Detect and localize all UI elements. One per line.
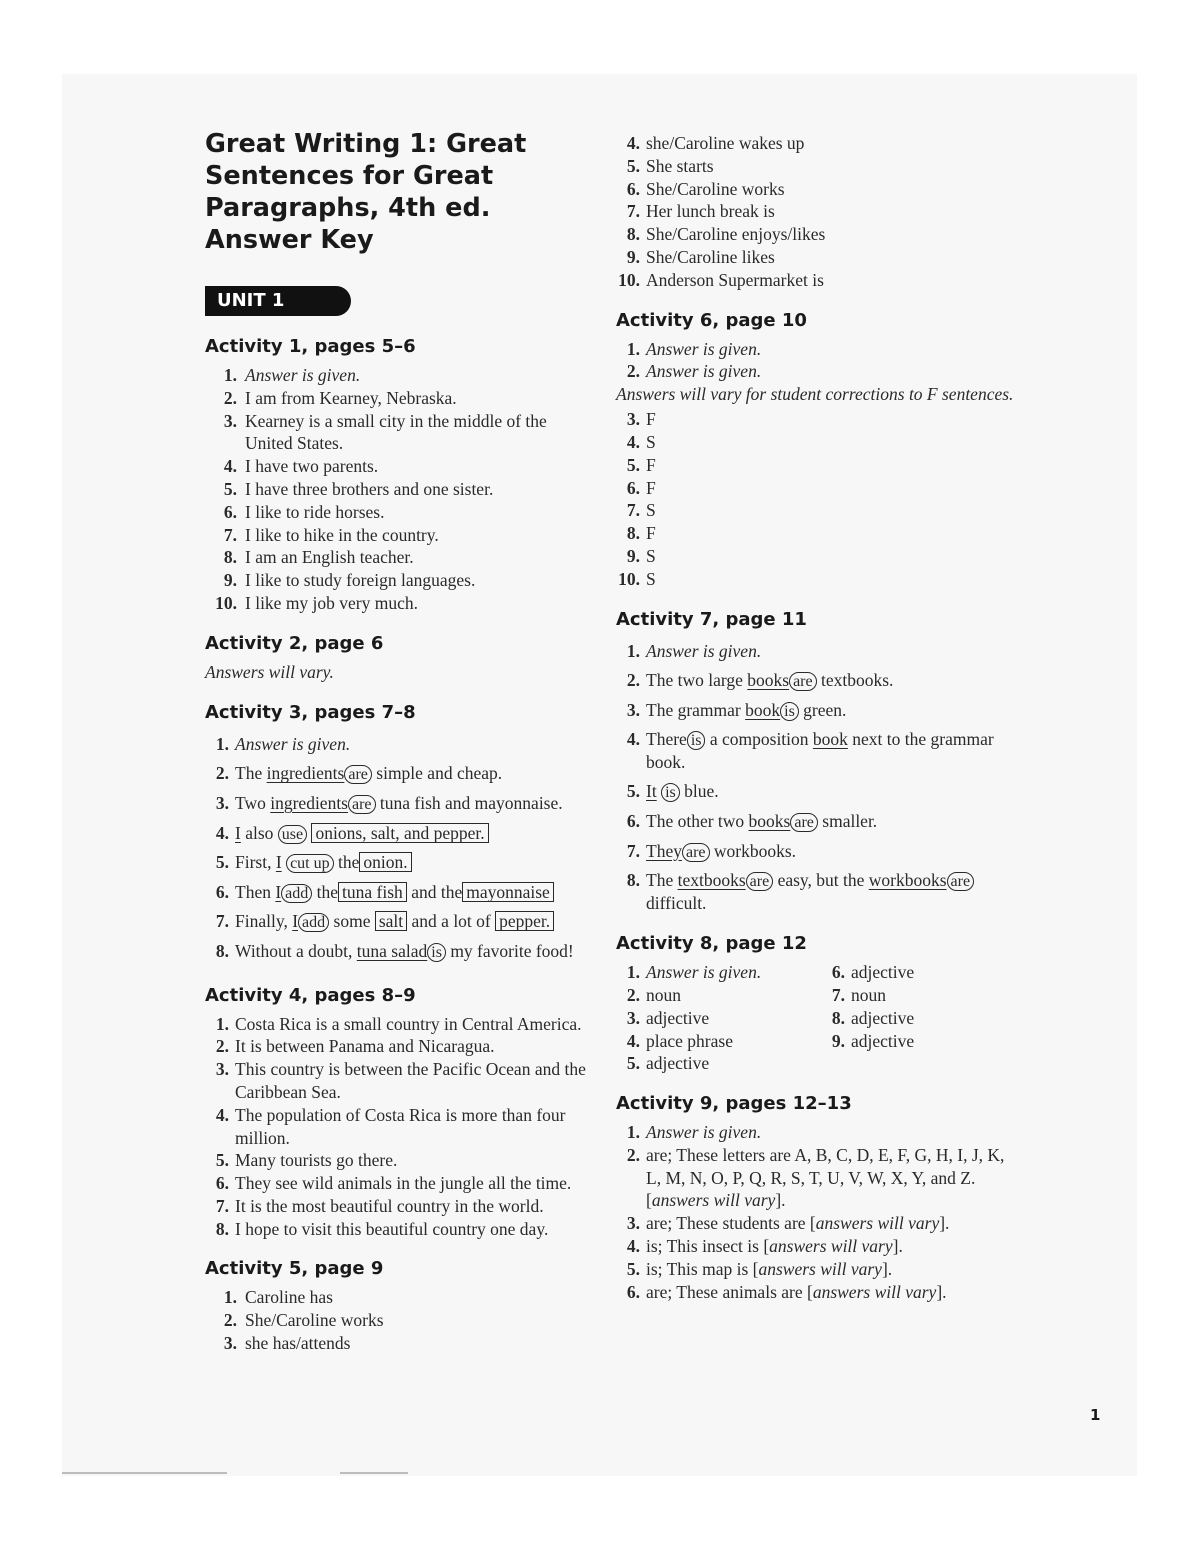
- list-item: 7. Finally, I add some salt and a lot of pepper.: [203, 907, 598, 937]
- list-item: 1. Answer is given.: [215, 733, 351, 754]
- list-item: 8. The textbooks are easy, but the workbooks are difficult.: [614, 869, 1014, 915]
- activity-5-list: [203, 1286, 598, 1354]
- list-item: 2. She/Caroline works: [223, 1310, 384, 1331]
- list-item: 8. She/Caroline enjoys/likes: [626, 224, 826, 245]
- verb-circle: is: [427, 943, 446, 962]
- activity-1: [203, 334, 598, 615]
- activity-9-list: [614, 1121, 1014, 1303]
- list-item: 9. She/Caroline likes: [626, 246, 775, 267]
- list-item: 4. I have two parents.: [223, 456, 379, 477]
- left-column: [203, 128, 598, 1371]
- verb-circle: are: [348, 795, 376, 814]
- unit-badge: UNIT 1: [205, 286, 351, 316]
- list-item: 8. F: [626, 523, 656, 544]
- list-item: 3. Two ingredients are tuna fish and mayonnaise.: [215, 792, 563, 813]
- list-item: 9. S: [626, 545, 656, 566]
- subject-underline: They: [646, 840, 682, 861]
- activity-3-list: [203, 730, 598, 967]
- list-item: 1. Answer is given.: [626, 640, 762, 661]
- list-item: 1. Answer is given.: [626, 338, 762, 359]
- list-item: 6. She/Caroline works: [626, 178, 785, 199]
- subject-underline: textbooks: [677, 870, 746, 891]
- subject-underline: book: [745, 699, 781, 720]
- list-item: 4. is; This insect is [answers will vary].: [626, 1236, 903, 1257]
- list-item: 3. she has/attends: [223, 1333, 351, 1354]
- verb-circle: are: [789, 672, 817, 691]
- activity-2: [203, 631, 598, 684]
- activity-8: [614, 931, 1014, 1075]
- list-item: 1. Caroline has: [223, 1287, 333, 1308]
- list-item: 5. I have three brothers and one sister.: [223, 478, 494, 499]
- list-item: 6. F: [626, 477, 656, 498]
- list-item: 5. Many tourists go there.: [215, 1150, 398, 1171]
- list-item: 1. Costa Rica is a small country in Central America.: [215, 1013, 582, 1034]
- list-item: 7. Her lunch break is: [626, 201, 775, 222]
- subject-underline: I: [275, 852, 282, 873]
- list-item: 7. I like to hike in the country.: [223, 524, 439, 545]
- right-column: [614, 132, 1014, 1319]
- list-item: 5. She starts: [626, 155, 714, 176]
- list-item: 6. I like to ride horses.: [223, 501, 385, 522]
- list-item: 7. It is the most beautiful country in the world.: [215, 1195, 544, 1216]
- list-item: 4. she/Caroline wakes up: [626, 133, 805, 153]
- list-item: 10. S: [618, 568, 656, 589]
- list-item: 4. place phrase: [626, 1030, 733, 1051]
- activity-4: [203, 983, 598, 1241]
- title-line-2: Sentences for Great: [205, 161, 494, 191]
- document-title: [205, 128, 598, 256]
- list-item: 4. I also use onions, salt, and pepper.: [203, 819, 598, 849]
- list-item: 2. are; These letters are A, B, C, D, E, F, G, H, I, J, K, L, M, N, O, P, Q, R, S, T, U, V, W, X, Y, and Z. [answers will vary].: [626, 1144, 1005, 1211]
- verb-circle: cut up: [286, 854, 334, 873]
- list-item: 5. adjective: [626, 1053, 710, 1074]
- list-item: 10. Anderson Supermarket is: [618, 269, 824, 290]
- activity-6-given-list: [614, 338, 1014, 384]
- verb-circle: are: [790, 813, 818, 832]
- subject-underline: ingredients: [266, 763, 345, 784]
- subject-underline: ingredients: [270, 792, 348, 813]
- activity-9: [614, 1091, 1014, 1303]
- subject-underline: I: [275, 881, 282, 902]
- subject-underline: workbooks: [868, 870, 947, 891]
- activity-6: [614, 308, 1014, 591]
- list-item: 6. They see wild animals in the jungle all the time.: [215, 1173, 572, 1194]
- verb-circle: use: [278, 825, 307, 844]
- subject-underline: books: [747, 670, 790, 691]
- list-item: 1. Answer is given.: [626, 1122, 762, 1143]
- activity-2-note: Answers will vary.: [205, 661, 334, 682]
- object-box: mayonnaise: [462, 882, 554, 902]
- activity-8-list-left: [614, 961, 819, 1075]
- activity-3-heading: Activity 3, pages 7–8: [205, 701, 416, 723]
- list-item: 7. They are workbooks.: [626, 840, 797, 861]
- subject-underline: It: [646, 781, 657, 802]
- subject-underline: book: [812, 729, 848, 750]
- activity-5-heading: Activity 5, page 9: [205, 1258, 384, 1280]
- activity-7-list: [614, 637, 1014, 916]
- list-item: 3. are; These students are [answers will vary].: [626, 1213, 950, 1234]
- verb-circle: are: [947, 872, 975, 891]
- activity-2-heading: Activity 2, page 6: [205, 632, 384, 654]
- activity-7-heading: Activity 7, page 11: [616, 608, 807, 630]
- list-item: 10. I like my job very much.: [215, 592, 419, 613]
- list-item: 9. adjective: [831, 1030, 915, 1051]
- verb-circle: add: [298, 913, 329, 932]
- subject-underline: tuna salad: [356, 940, 428, 961]
- list-item: 5. F: [626, 454, 656, 475]
- list-item: 3. adjective: [626, 1007, 710, 1028]
- activity-8-list-right: [819, 961, 1014, 1075]
- activity-6-heading: Activity 6, page 10: [616, 309, 807, 331]
- bottom-rule-mid: [340, 1472, 408, 1474]
- activity-8-heading: Activity 8, page 12: [616, 933, 807, 955]
- subject-underline: I: [235, 822, 241, 843]
- list-item: 6. adjective: [831, 962, 915, 983]
- object-box: salt: [375, 911, 407, 931]
- list-item: 3. Kearney is a small city in the middle of the United States.: [223, 410, 547, 454]
- list-item: 3. This country is between the Pacific Ocean and the Caribbean Sea.: [215, 1059, 586, 1102]
- list-item: 8. I am an English teacher.: [223, 547, 414, 568]
- activity-7: [614, 607, 1014, 916]
- object-box: onion.: [359, 852, 411, 872]
- subject-underline: I: [292, 911, 299, 932]
- activity-5-list-continued: [614, 132, 1014, 292]
- subject-underline: books: [748, 810, 791, 831]
- list-item: 5. It is blue.: [626, 781, 719, 802]
- activity-4-list: [203, 1013, 598, 1241]
- list-item: 2. I am from Kearney, Nebraska.: [223, 387, 457, 408]
- activity-5-continued: [614, 132, 1014, 292]
- page-number: 1: [1090, 1406, 1101, 1424]
- verb-circle: are: [746, 872, 774, 891]
- verb-circle: are: [344, 765, 372, 784]
- list-item: 5. First, I cut up the onion.: [203, 848, 598, 878]
- verb-circle: is: [661, 783, 680, 802]
- list-item: 6. are; These animals are [answers will vary].: [626, 1281, 947, 1302]
- activity-8-columns: [614, 961, 1014, 1075]
- list-item: 2. noun: [626, 984, 681, 1005]
- list-item: 7. noun: [831, 984, 886, 1005]
- activity-5: [203, 1256, 598, 1354]
- list-item: 1. Answer is given.: [223, 365, 361, 385]
- list-item: 2. Answer is given.: [626, 361, 762, 382]
- list-item: 1. Answer is given.: [626, 962, 762, 983]
- list-item: 2. It is between Panama and Nicaragua.: [215, 1036, 495, 1057]
- list-item: 2. The ingredients are simple and cheap.: [215, 763, 503, 784]
- list-item: 8. adjective: [831, 1007, 915, 1028]
- title-line-4: Answer Key: [205, 225, 374, 255]
- list-item: 8. I hope to visit this beautiful country one day.: [215, 1218, 549, 1239]
- list-item: 8. Without a doubt, tuna salad is my favorite food!: [215, 940, 574, 961]
- list-item: 9. I like to study foreign languages.: [223, 570, 476, 591]
- verb-circle: are: [682, 843, 710, 862]
- list-item: 7. S: [626, 500, 656, 521]
- list-item: 2. The two large books are textbooks.: [626, 670, 894, 691]
- activity-1-heading: Activity 1, pages 5–6: [205, 336, 416, 357]
- verb-circle: is: [687, 731, 706, 750]
- activity-1-list: [203, 364, 598, 615]
- activity-6-list: [614, 408, 1014, 590]
- list-item: 6. The other two books are smaller.: [626, 810, 878, 831]
- verb-circle: is: [780, 702, 799, 721]
- activity-6-note: Answers will vary for student corrections to F sentences.: [616, 384, 1014, 405]
- activity-4-heading: Activity 4, pages 8–9: [205, 984, 416, 1006]
- list-item: 3. The grammar book is green.: [626, 699, 847, 720]
- activity-3: [203, 700, 598, 967]
- title-line-3: Paragraphs, 4th ed.: [205, 193, 491, 223]
- list-item: 3. F: [626, 409, 656, 430]
- verb-circle: add: [281, 884, 312, 903]
- list-item: 4. There is a composition book next to the grammar book.: [626, 729, 994, 773]
- title-line-1: Great Writing 1: Great: [205, 129, 527, 159]
- object-box: pepper.: [495, 911, 554, 931]
- object-box: onions, salt, and pepper.: [311, 823, 488, 843]
- bottom-rule-left: [62, 1472, 227, 1474]
- list-item: 4. The population of Costa Rica is more than four million.: [215, 1104, 566, 1148]
- list-item: 5. is; This map is [answers will vary].: [626, 1258, 893, 1279]
- list-item: 6. Then I add the tuna fish and the mayonnaise: [203, 878, 598, 908]
- object-box: tuna fish: [338, 882, 407, 902]
- activity-9-heading: Activity 9, pages 12–13: [616, 1093, 852, 1115]
- list-item: 4. S: [626, 431, 656, 452]
